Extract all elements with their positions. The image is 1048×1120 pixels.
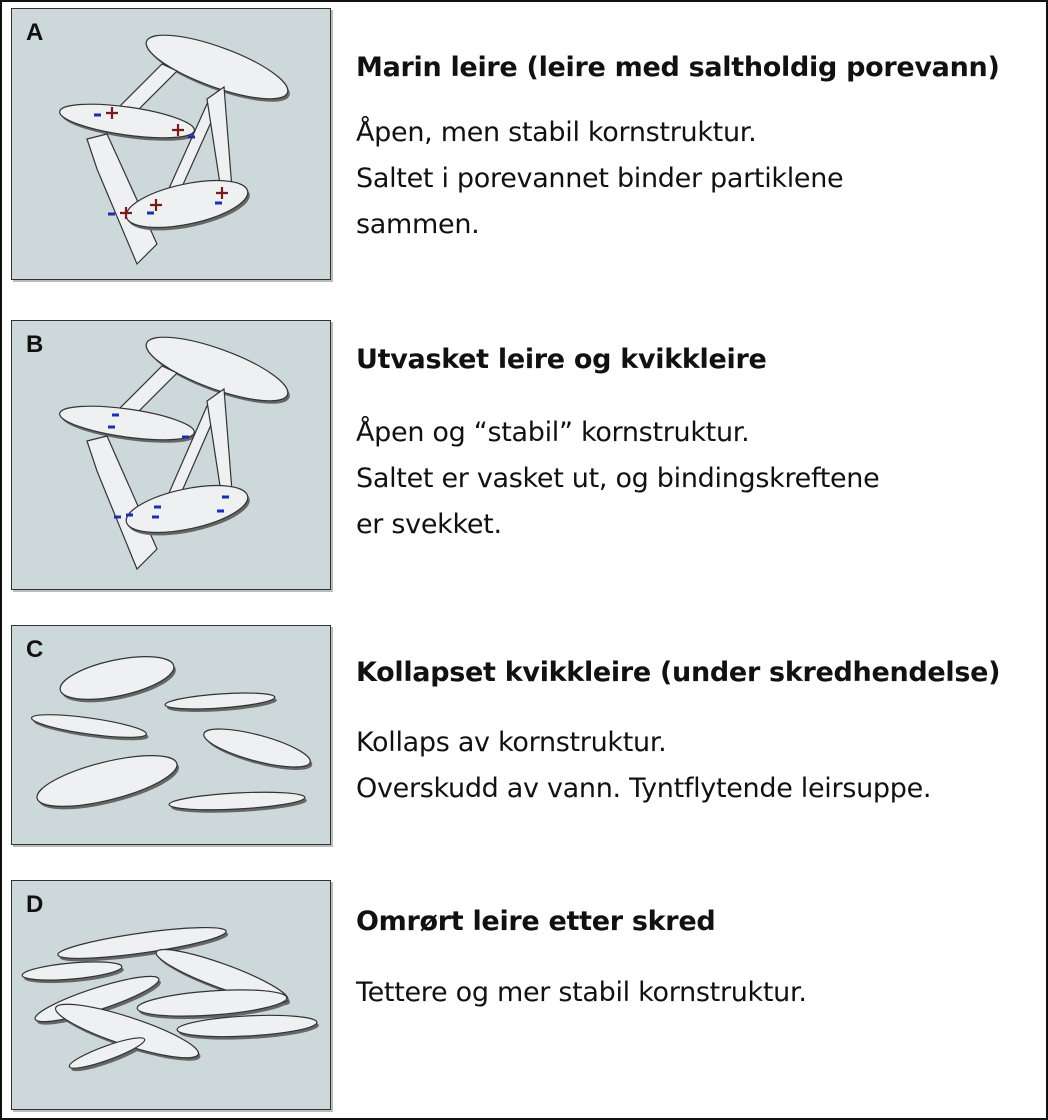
clay-structure-remoulded <box>12 881 330 1109</box>
description-line: Tettere og mer stabil kornstruktur. <box>356 977 807 1008</box>
description-line: Åpen og “stabil” kornstruktur. <box>356 417 750 448</box>
panel-c-title: Kollapset kvikkleire (under skredhendelse) <box>356 657 1001 688</box>
panel-a-diagram <box>11 8 331 280</box>
panel-c-diagram <box>11 625 331 845</box>
panel-d-diagram <box>11 880 331 1110</box>
panel-label: D <box>26 891 44 918</box>
description-line: sammen. <box>356 209 480 240</box>
panel-d-description <box>356 970 807 1016</box>
description-line: Kollaps av kornstruktur. <box>356 727 667 758</box>
clay-structure-leached <box>12 321 330 589</box>
panel-label: B <box>26 331 44 358</box>
panel-b-description <box>356 410 879 548</box>
description-line: Saltet i porevannet binder partiklene <box>356 163 844 194</box>
panel-a-description <box>356 110 843 248</box>
description-line: Overskudd av vann. Tyntflytende leirsuppe. <box>356 773 932 804</box>
panel-d-title: Omrørt leire etter skred <box>356 906 716 937</box>
panel-label: C <box>26 636 44 663</box>
clay-structure-flocculated-salt <box>12 9 330 279</box>
panel-b-title: Utvasket leire og kvikkleire <box>356 344 767 375</box>
panel-a-title: Marin leire (leire med saltholdig porevann) <box>356 52 1000 83</box>
description-line: er svekket. <box>356 509 502 540</box>
description-line: Åpen, men stabil kornstruktur. <box>356 117 757 148</box>
panel-b-diagram <box>11 320 331 590</box>
panel-label: A <box>26 19 44 46</box>
clay-structure-collapsed <box>12 626 330 844</box>
panel-c-description <box>356 720 931 812</box>
description-line: Saltet er vasket ut, og bindingskreftene <box>356 463 880 494</box>
